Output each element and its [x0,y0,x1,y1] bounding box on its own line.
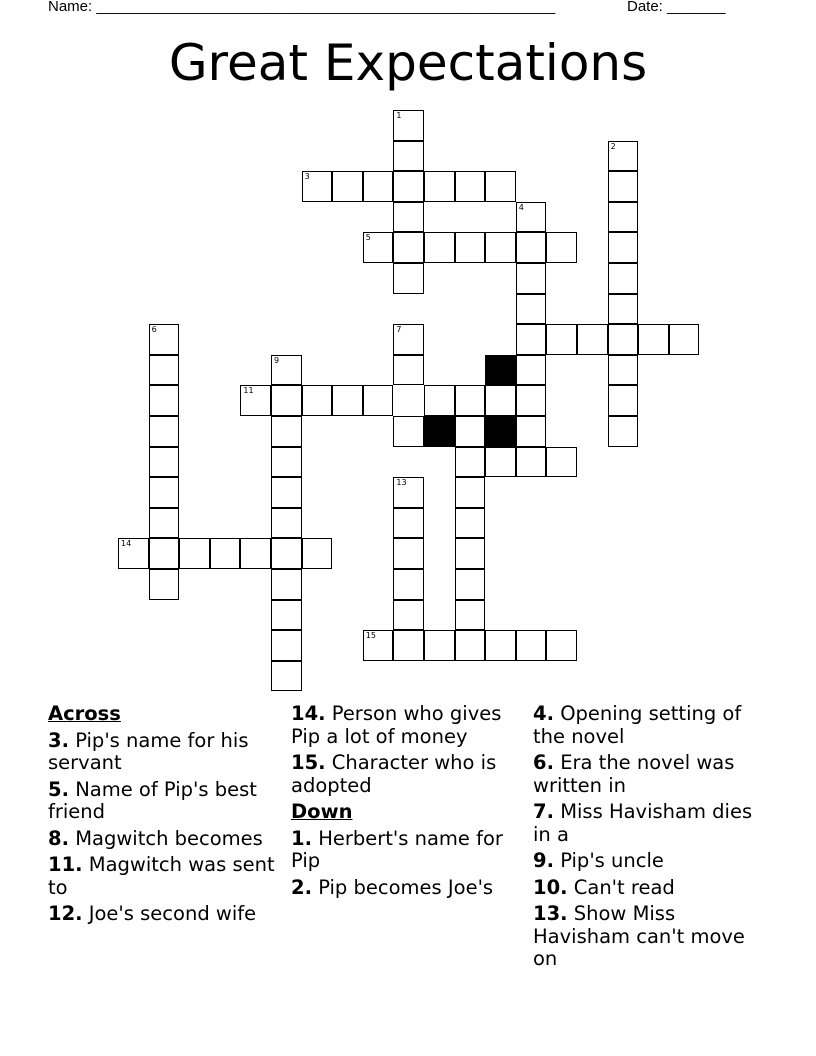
grid-cell[interactable] [485,447,516,478]
grid-cell[interactable] [608,416,639,447]
clue-column-2 [291,703,521,903]
grid-cell[interactable] [546,447,577,478]
clue-down-2: 2. Pip becomes Joe's [291,875,494,899]
clue-number: 11 [243,386,254,396]
date-field: Date: _______ [627,0,726,15]
grid-cell[interactable] [393,324,424,355]
clue-down-13: 13. Show Miss Havisham can't move on [533,902,745,970]
grid-cell[interactable] [393,569,424,600]
grid-cell-blocked [485,355,516,386]
clue-number: 13 [396,478,407,488]
clue-down-9: 9. Pip's uncle [533,849,664,872]
grid-cell[interactable] [271,416,302,447]
grid-cell[interactable] [393,630,424,661]
grid-cell[interactable] [302,385,333,416]
clue-number: 1 [396,111,402,120]
grid-cell[interactable] [149,569,180,600]
grid-cell[interactable] [149,538,180,569]
across-heading: Across [48,702,121,725]
grid-cell[interactable] [271,600,302,631]
grid-cell[interactable] [516,324,547,355]
grid-cell[interactable] [393,508,424,539]
grid-cell[interactable] [240,538,271,569]
grid-cell[interactable] [393,141,424,172]
clue-number: 7 [396,325,402,335]
grid-cell[interactable] [485,232,516,263]
grid-cell[interactable] [516,385,547,416]
grid-cell[interactable] [271,538,302,569]
clue-down-4: 4. Opening setting of the novel [533,702,742,748]
grid-cell[interactable] [608,141,639,172]
clue-down-6: 6. Era the novel was written in [533,751,735,797]
grid-cell[interactable] [455,416,486,447]
grid-cell[interactable] [179,538,210,569]
grid-cell[interactable] [455,171,486,202]
puzzle-title: Great Expectations [168,34,648,92]
grid-cell[interactable] [485,171,516,202]
grid-cell[interactable] [485,630,516,661]
grid-cell[interactable] [455,447,486,478]
grid-cell[interactable] [608,324,639,355]
grid-cell[interactable] [638,324,669,355]
grid-cell[interactable] [516,232,547,263]
grid-cell[interactable] [516,355,547,386]
grid-cell[interactable] [516,263,547,294]
grid-cell[interactable] [516,416,547,447]
clue-down-10: 10. Can't read [533,875,675,899]
grid-cell[interactable] [455,508,486,539]
grid-cell[interactable] [271,569,302,600]
clue-number: 2 [610,141,616,151]
clue-across-3: 3. Pip's name for his servant [48,728,249,774]
grid-cell[interactable] [393,110,424,141]
grid-cell[interactable] [516,630,547,661]
clue-number: 4 [518,202,524,212]
clue-column-3 [533,703,763,975]
grid-cell[interactable] [424,232,455,263]
grid-cell[interactable] [363,385,394,416]
grid-cell[interactable] [363,630,394,661]
grid-cell[interactable] [118,538,149,569]
grid-cell[interactable] [455,385,486,416]
clue-across-5: 5. Name of Pip's best friend [48,777,257,823]
grid-cell[interactable] [393,355,424,386]
clue-number: 9 [274,355,280,365]
grid-cell[interactable] [393,600,424,631]
grid-cell[interactable] [608,202,639,233]
grid-cell[interactable] [424,630,455,661]
clue-across-11: 11. Magwitch was sent to [48,853,275,899]
grid-cell[interactable] [271,661,302,692]
grid-cell[interactable] [210,538,241,569]
grid-cell[interactable] [363,171,394,202]
grid-cell[interactable] [669,324,700,355]
grid-cell[interactable] [240,385,271,416]
grid-cell[interactable] [271,385,302,416]
grid-cell-blocked [424,416,455,447]
grid-cell[interactable] [332,385,363,416]
clue-column-1 [48,703,278,930]
grid-cell[interactable] [455,477,486,508]
clue-across-8: 8. Magwitch becomes [48,826,263,850]
grid-cell[interactable] [546,324,577,355]
grid-cell[interactable] [485,385,516,416]
grid-cell[interactable] [149,508,180,539]
grid-cell[interactable] [577,324,608,355]
grid-cell[interactable] [393,232,424,263]
grid-cell[interactable] [608,294,639,325]
clue-number: 14 [121,539,132,549]
clue-across-15: 15. Character who is adopted [291,751,497,797]
clue-across-14: 14. Person who gives Pip a lot of money [291,702,502,748]
clue-number: 6 [151,325,157,335]
grid-cell[interactable] [546,232,577,263]
grid-cell[interactable] [149,447,180,478]
grid-cell[interactable] [608,171,639,202]
grid-cell[interactable] [149,385,180,416]
clue-down-7: 7. Miss Havisham dies in a [533,800,753,846]
grid-cell[interactable] [393,477,424,508]
clue-down-1: 1. Herbert's name for Pip [291,826,503,872]
grid-cell[interactable] [332,171,363,202]
grid-cell[interactable] [271,355,302,386]
grid-cell[interactable] [271,447,302,478]
grid-cell[interactable] [455,538,486,569]
grid-cell[interactable] [516,294,547,325]
grid-cell[interactable] [424,171,455,202]
grid-cell[interactable] [546,630,577,661]
grid-cell[interactable] [149,324,180,355]
grid-cell[interactable] [393,171,424,202]
grid-cell[interactable] [302,538,333,569]
grid-cell[interactable] [149,355,180,386]
grid-cell[interactable] [455,630,486,661]
grid-cell[interactable] [608,232,639,263]
grid-cell[interactable] [455,232,486,263]
grid-cell[interactable] [393,263,424,294]
grid-cell[interactable] [516,447,547,478]
grid-cell[interactable] [271,477,302,508]
grid-cell[interactable] [149,477,180,508]
name-field: Name: _______________________________________________________ [48,0,556,15]
grid-cell[interactable] [363,232,394,263]
clue-across-12: 12. Joe's second wife [48,902,257,925]
grid-cell[interactable] [608,355,639,386]
grid-cell-blocked [485,416,516,447]
grid-cell[interactable] [302,171,333,202]
grid-cell[interactable] [149,416,180,447]
grid-cell[interactable] [608,385,639,416]
clue-number: 15 [365,631,376,641]
grid-cell[interactable] [516,202,547,233]
grid-cell[interactable] [393,202,424,233]
grid-cell[interactable] [393,416,424,447]
clue-number: 3 [304,172,310,182]
grid-cell[interactable] [424,385,455,416]
grid-cell[interactable] [271,630,302,661]
grid-cell[interactable] [455,569,486,600]
clue-number: 5 [365,233,371,243]
down-heading: Down [291,800,353,823]
grid-cell[interactable] [455,600,486,631]
grid-cell[interactable] [608,263,639,294]
grid-cell[interactable] [271,508,302,539]
grid-cell[interactable] [393,538,424,569]
